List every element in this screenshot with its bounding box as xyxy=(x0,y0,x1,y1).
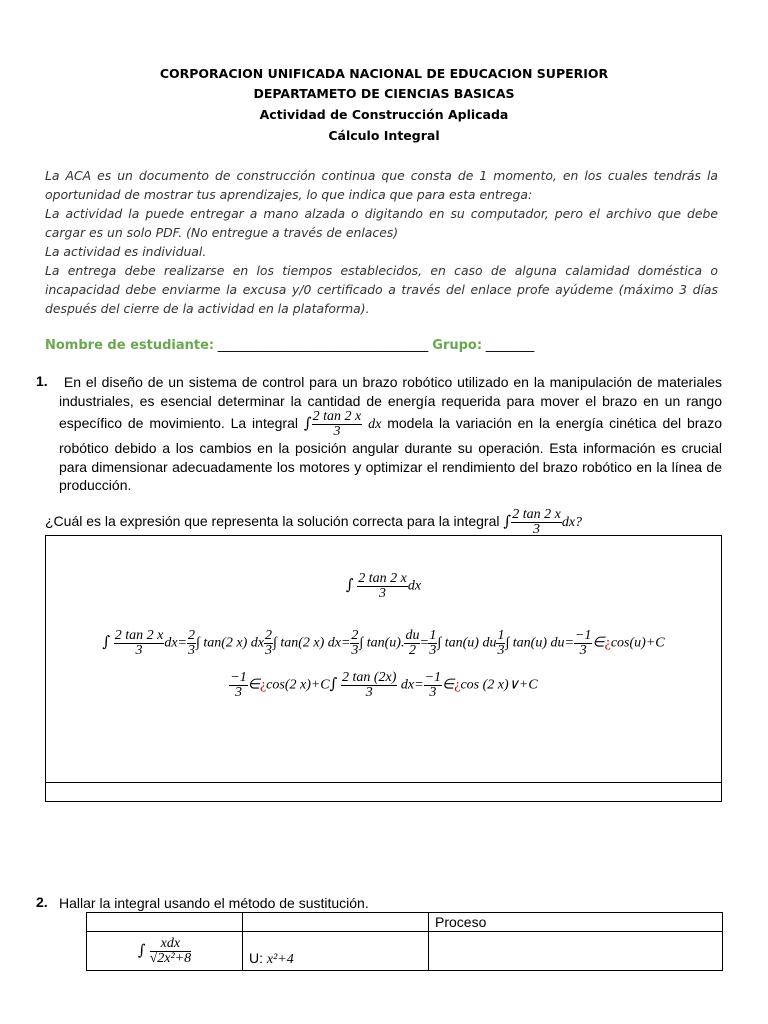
question-2-text: Hallar la integral usando el método de sustitución. xyxy=(59,895,369,911)
solution-line-2: ∫ $\frac{2 \tan 2 x}{3}$ dx= $\frac{2}{3}$ ∫ tan⁡(2 x) dx $\frac{2}{3}$ ∫ tan⁡(2 x) dx= $\frac{2}{3}$ ∫ tan⁡(u). $\frac{du}{2}$ = $\frac{1}{3}$ ∫ tan⁡(u) du $\frac{1}{3}$ ∫ tan⁡(u) du= $\frac{-1}{3}$ ∈¿cos⁡(u)+C xyxy=(102,628,665,658)
q2-integral-numerator: xdx xyxy=(150,937,192,952)
dx: dx xyxy=(561,515,576,531)
integral-sign: ∫ xyxy=(303,414,312,433)
solution-line-3: $\frac{-1}{3}$ ∈¿cos⁡(2 x)+C∫ $\frac{2 \tan (2x)}{3}$ dx= $\frac{-1}{3}$ ∈¿cos (2 x)∨+C xyxy=(230,670,538,700)
instructions-p4: La entrega debe realizarse en los tiempos establecidos, en caso de alguna calamidad doméstica o incapacidad debe enviarme la excusa y/0 certificado a través del enlace profe ayúdeme (máximo 3 días después del cierre de la actividad en la plataforma). xyxy=(45,263,718,316)
sol3-a: ∈ xyxy=(247,677,260,693)
sol3-f: ¿ xyxy=(454,677,461,693)
process-cell[interactable] xyxy=(429,932,723,971)
integrand-denominator: 3 xyxy=(533,522,540,537)
question-1-prompt xyxy=(45,508,722,537)
table-cell-empty[interactable] xyxy=(243,913,429,932)
course-title: Cálculo Integral xyxy=(328,128,440,143)
question-2-table xyxy=(86,912,723,971)
sol3-b: ¿ xyxy=(259,677,267,693)
sol3-c: cos⁡(2 x)+C xyxy=(266,677,330,693)
integrand-fraction xyxy=(511,508,562,537)
integral-cell: ∫ $\frac{\text{xdx}}{\text{√2x²+8}}$ xyxy=(87,932,243,971)
sol2-g: ∈ xyxy=(592,635,605,651)
table-header-process: Proceso xyxy=(429,913,723,932)
group-label: Grupo: xyxy=(427,338,483,353)
u-value: x²+4 xyxy=(266,952,294,967)
instructions xyxy=(45,166,718,318)
question-mark: ? xyxy=(575,515,583,531)
instructions-p3: La actividad es individual. xyxy=(45,244,207,259)
solution-box[interactable] xyxy=(45,535,722,783)
solution-line-1: ∫ $\frac{2 \tan 2 x}{3}$ dx xyxy=(345,571,422,601)
activity-title: Actividad de Construcción Aplicada xyxy=(259,107,509,122)
integral-sign: ∫ xyxy=(503,512,512,531)
question-1-text xyxy=(59,373,722,495)
group-blank[interactable]: ________ xyxy=(482,338,534,353)
sol2-num: 2 tan 2 x xyxy=(114,628,164,643)
sol-dx: dx xyxy=(407,578,422,594)
sol-num: 2 tan 2 x xyxy=(358,571,407,586)
integrand-denominator: 3 xyxy=(333,424,341,439)
sol3-d: dx= xyxy=(400,677,424,693)
substitution-cell[interactable] xyxy=(243,932,429,971)
instructions-p2: La actividad la puede entregar a mano alzada o digitando en su computador, pero el archivo que debe cargar es un solo PDF. (No entregue a través de enlaces) xyxy=(45,206,718,240)
sol2-c: ∫ tan⁡(2 x) dx= xyxy=(272,635,351,651)
sol2-d: ∫ tan⁡(u). xyxy=(359,635,405,651)
integrand-numerator: 2 tan 2 x xyxy=(512,507,561,522)
student-name-blank[interactable]: ___________________________________ xyxy=(214,338,428,353)
integrand-numerator: 2 tan 2 x xyxy=(312,409,362,424)
question-1-text-b: modela la variación en la energía cinética del brazo robótico debido a los cambios en la posición angular durante su operación. Esta información es crucial para dimensionar adecuadamente los motores y optimizar el rendimiento del brazo robótico en la línea de producción. xyxy=(59,415,723,493)
sol3-g: cos (2 x)∨+C xyxy=(460,677,538,693)
table-row xyxy=(87,932,723,971)
sol2-f: ∫ tan⁡(u) du= xyxy=(505,635,574,651)
q2-integral-denominator: √2x²+8 xyxy=(149,950,192,966)
integrand-fraction xyxy=(312,410,363,439)
sol3-e: ∈ xyxy=(442,677,455,693)
student-name-label: Nombre de estudiante: xyxy=(45,338,215,353)
sol2-h: ¿ xyxy=(604,635,611,651)
department-title: DEPARTAMETO DE CIENCIAS BASICAS xyxy=(253,86,515,101)
question-1-text-a: En el diseño de un sistema de control para un brazo robótico utilizado en la manipulación de materiales industriales, es esencial determinar la cantidad de energía requerida para mover el brazo en un rango específico de movimiento. La integral xyxy=(59,374,723,432)
student-info-line xyxy=(45,338,534,353)
sol2-e: ∫ tan⁡(u) du xyxy=(437,635,497,651)
sol-den: 3 xyxy=(379,586,387,601)
question-1-question: ¿Cuál es la expresión que representa la solución correcta para la integral xyxy=(45,513,500,530)
institution-title: CORPORACION UNIFICADA NACIONAL DE EDUCACION SUPERIOR xyxy=(159,66,609,81)
sol2-a: dx= xyxy=(164,635,187,651)
sol2-b: ∫ tan⁡(2 x) dx xyxy=(196,635,264,651)
dx: dx xyxy=(368,417,382,433)
table-cell-empty[interactable] xyxy=(87,913,243,932)
instructions-p1: La ACA es un documento de construcción continua que consta de 1 momento, en los cuales tendrás la oportunidad de mostrar tus aprendizajes, lo que indica que para esta entrega: xyxy=(45,168,718,202)
table-row xyxy=(87,913,723,932)
u-label: U: xyxy=(249,950,267,966)
question-1-number: 1. xyxy=(36,373,48,389)
solution-box-footer-row[interactable] xyxy=(45,782,722,802)
question-2-number: 2. xyxy=(36,894,48,910)
sol2-den: 3 xyxy=(135,643,143,658)
sol2-i: cos⁡(u)+C xyxy=(610,635,665,651)
